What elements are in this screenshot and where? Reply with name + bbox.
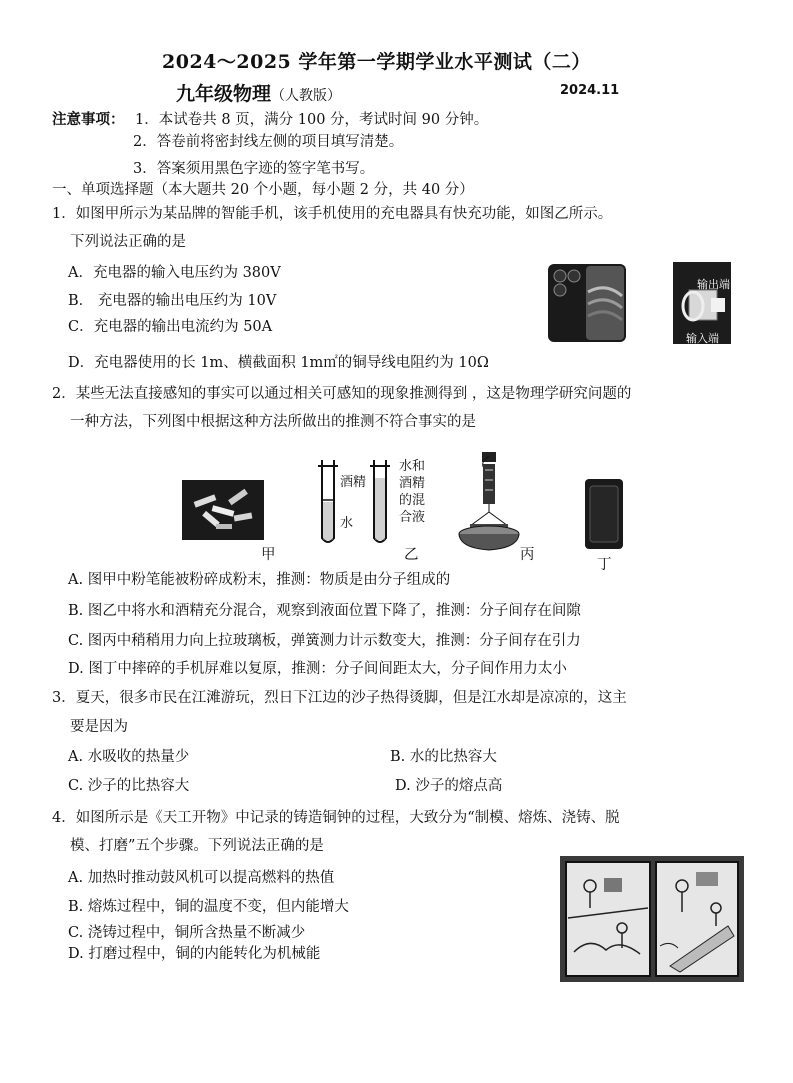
q1-option-c: C．充电器的输出电流约为 50A (68, 319, 273, 335)
q1-option-d: D．充电器使用的长 1m、横截面积 1m㎡的铜导线电阻约为 10Ω (68, 355, 489, 371)
exam-subject (176, 79, 341, 106)
exam-title: 2024～2025 学年第一学期学业水平测试（二） (162, 51, 591, 73)
q2-label-ding: 丁 (597, 557, 612, 573)
q3-option-a: A. 水吸收的热量少 (68, 749, 190, 765)
notice-item-1: 1．本试卷共 8 页，满分 100 分，考试时间 90 分钟。 (135, 112, 489, 128)
notice-item-3: 3．答案须用黑色字迹的签字笔书写。 (133, 161, 375, 177)
q4-option-b: B. 熔炼过程中，铜的温度不变，但内能增大 (68, 899, 349, 915)
q2-fig-spring-scale (456, 450, 522, 554)
q2-option-a: A. 图甲中粉笔能被粉碎成粉末，推测：物质是由分子组成的 (68, 572, 451, 588)
q1-stem-line1: 1．如图甲所示为某品牌的智能手机，该手机使用的充电器具有快充功能，如图乙所示。 (52, 206, 613, 222)
q1-phone-figure (546, 262, 628, 344)
q4-option-d: D. 打磨过程中，铜的内能转化为机械能 (68, 946, 321, 962)
q1-option-b: B． 充电器的输出电压约为 10V (68, 293, 277, 309)
notice-label: 注意事项： (52, 111, 125, 128)
q4-option-c: C. 浇铸过程中，铜所含热量不断减少 (68, 925, 306, 941)
section-heading: 一、单项选择题（本大题共 20 个小题，每小题 2 分，共 40 分） (52, 182, 474, 198)
q1-stem-line2: 下列说法正确的是 (70, 234, 186, 250)
q3-stem-line1: 3．夏天，很多市民在江滩游玩，烈日下江边的沙子热得烫脚，但是江水却是凉凉的，这主 (52, 690, 627, 706)
q1-output-label: 输出端 (697, 278, 730, 291)
q2-stem-line2: 一种方法，下列图中根据这种方法所做出的推测不符合事实的是 (70, 414, 476, 430)
q2-mix-line1: 水和 (399, 459, 426, 474)
q2-option-c: C. 图丙中稍稍用力向上拉玻璃板，弹簧测力计示数变大，推测：分子间存在引力 (68, 633, 581, 649)
q4-option-a: A. 加热时推动鼓风机可以提高燃料的热值 (68, 870, 335, 886)
q3-option-d: D. 沙子的熔点高 (395, 778, 503, 794)
q2-option-d: D. 图丁中摔碎的手机屏难以复原，推测：分子间间距太大，分子间作用力太小 (68, 661, 567, 677)
q2-fig-phone-screen (584, 478, 624, 550)
q3-option-b: B. 水的比热容大 (390, 749, 497, 765)
q1-option-a: A．充电器的输入电压约为 380V (68, 265, 281, 281)
q2-stem-line1: 2．某些无法直接感知的事实可以通过相关可感知的现象推测得到 ，这是物理学研究问题的 (52, 386, 632, 402)
q2-label-alcohol: 酒精 (340, 475, 367, 490)
q1-input-label: 输入端 (686, 332, 719, 345)
notice-item-2: 2．答卷前将密封线左侧的项目填写清楚。 (133, 134, 404, 150)
q2-option-b: B. 图乙中将水和酒精充分混合，观察到液面位置下降了，推测：分子间存在间隙 (68, 603, 581, 619)
edition-label: （人教版） (271, 88, 342, 104)
q2-fig-chalk (182, 480, 264, 540)
q3-stem-line2: 要是因为 (70, 719, 128, 735)
q2-mix-line3: 的混 (399, 493, 426, 508)
q4-stem-line1: 4．如图所示是《天工开物》中记录的铸造铜钟的过程，大致分为“制模、熔炼、浇铸、脱 (52, 810, 620, 826)
q2-label-bing: 丙 (520, 547, 535, 563)
q2-label-yi: 乙 (404, 547, 419, 563)
q2-label-jia: 甲 (261, 547, 276, 563)
q3-option-c: C. 沙子的比热容大 (68, 778, 190, 794)
subject-name: 九年级物理 (176, 83, 272, 105)
q2-mix-line2: 酒精 (399, 476, 426, 491)
q2-mix-line4: 合液 (399, 510, 426, 525)
q2-label-mixture (399, 458, 425, 526)
q4-tiangong-kaiwu-figure (560, 856, 744, 982)
exam-date: 2024.11 (560, 83, 620, 98)
q4-stem-line2: 模、打磨”五个步骤。下列说法正确的是 (70, 838, 324, 854)
q2-label-water: 水 (340, 516, 354, 531)
